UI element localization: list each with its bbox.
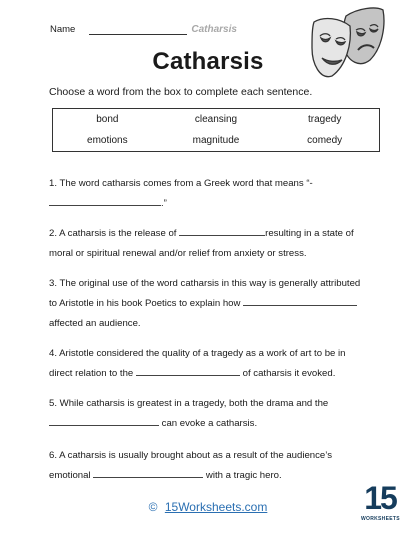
question-line	[49, 224, 384, 244]
question	[49, 274, 384, 334]
question-text: moral or spiritual renewal and/or relief from anxiety or stress.	[49, 248, 307, 259]
question-text: to Aristotle in his book Poetics to explain how	[49, 298, 244, 309]
question-line	[49, 294, 384, 314]
name-row	[50, 24, 237, 35]
answer-blank[interactable]	[179, 225, 265, 236]
answer-blank[interactable]	[243, 295, 357, 306]
question-line	[49, 364, 384, 384]
word-box-item: magnitude	[192, 135, 240, 146]
question-line	[49, 414, 384, 434]
question	[49, 224, 384, 264]
logo-text: WORKSHEETS	[361, 516, 400, 522]
question	[49, 394, 384, 434]
page-title: Catharsis	[152, 48, 264, 75]
footer	[0, 500, 416, 514]
answer-blank[interactable]	[49, 195, 161, 206]
answer-blank[interactable]	[93, 467, 203, 478]
question-line	[49, 344, 384, 364]
word-box	[52, 108, 380, 152]
word-box-item: cleansing	[194, 114, 238, 125]
question-text: 1. The word catharsis comes from a Greek word that means “-	[49, 178, 313, 189]
question-line	[49, 466, 384, 486]
site-logo	[361, 480, 399, 526]
question-text: 4. Aristotle considered the quality of a tragedy as a work of art to be in	[49, 348, 346, 359]
question-line	[49, 394, 384, 414]
question-line	[49, 314, 384, 334]
answer-blank[interactable]	[136, 365, 240, 376]
word-box-item: comedy	[307, 135, 343, 146]
question-text: direct relation to the	[49, 368, 136, 379]
question-text: .”	[161, 198, 167, 209]
question-text: affected an audience.	[49, 318, 141, 329]
question	[49, 446, 384, 486]
question-text: 5. While catharsis is greatest in a tragedy, both the drama and the	[49, 398, 329, 409]
question-text: 2. A catharsis is the release of	[49, 228, 180, 239]
instructions: Choose a word from the box to complete each sentence.	[49, 86, 313, 98]
question-text: with a tragic hero.	[203, 470, 282, 481]
question-line	[49, 194, 384, 214]
question	[49, 344, 384, 384]
question-text: 6. A catharsis is usually brought about as a result of the audience’s	[49, 450, 333, 461]
question-text: 3. The original use of the word catharsis in this way is generally attributed	[49, 278, 361, 289]
copyright-symbol: ©	[148, 500, 158, 514]
question-line	[49, 274, 384, 294]
logo-number: 15	[364, 480, 396, 516]
answer-blank[interactable]	[49, 415, 159, 426]
footer-link[interactable]: 15Worksheets.com	[164, 500, 268, 514]
question-line	[49, 244, 384, 264]
question	[49, 174, 384, 214]
question-text: emotional	[49, 470, 94, 481]
name-label: Name	[50, 24, 76, 35]
word-box-item: emotions	[87, 135, 128, 146]
question-text: resulting in a state of	[265, 228, 354, 239]
question-text: of catharsis it evoked.	[239, 368, 336, 379]
word-box-item: bond	[96, 114, 119, 125]
name-line[interactable]	[89, 25, 187, 35]
word-box-item: tragedy	[307, 114, 342, 125]
question-text: can evoke a catharsis.	[159, 418, 258, 429]
question-line	[49, 446, 384, 466]
question-line	[49, 174, 384, 194]
worksheet-topic: Catharsis	[191, 24, 237, 35]
